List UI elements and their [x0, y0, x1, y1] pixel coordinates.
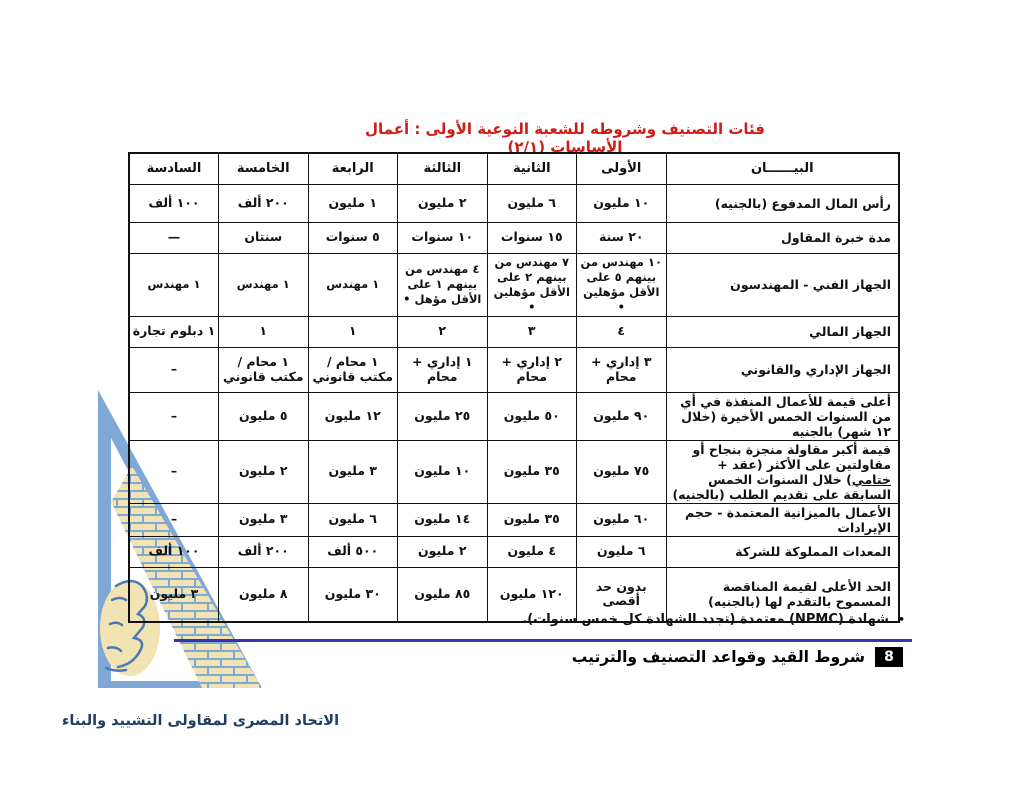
column-header-sixth: السادسة	[129, 153, 219, 184]
table-cell: ١ مهندس	[219, 253, 309, 316]
table-cell: ٨ مليون	[219, 567, 309, 622]
table-cell: ١٠ مهندس من بينهم ٥ على الأقل مؤهلين •	[577, 253, 667, 316]
table-cell: ١ مهندس	[129, 253, 219, 316]
table-row	[129, 222, 899, 253]
table-cell: ٤ مهندس من بينهم ١ على الأقل مؤهل •	[398, 253, 488, 316]
table-cell: ٥ سنوات	[308, 222, 398, 253]
table-cell: ٣ مليون	[219, 503, 309, 536]
row-label: الجهاز الإداري والقانوني	[666, 347, 899, 392]
table-cell: ٦ مليون	[577, 536, 667, 567]
column-header-fifth: الخامسة	[219, 153, 309, 184]
table-cell: ١ محام / مكتب قانوني	[308, 347, 398, 392]
column-header-statement: البيــــــان	[666, 153, 899, 184]
section-heading	[572, 647, 903, 667]
bullet-icon: •	[897, 613, 905, 626]
table-cell: ١٠ سنوات	[398, 222, 488, 253]
table-cell: ٣٠ مليون	[308, 567, 398, 622]
section-number-badge: 8	[875, 647, 903, 667]
row-label: مدة خبرة المقاول	[666, 222, 899, 253]
table-cell: ٣ مليون	[308, 440, 398, 503]
row-label-text: قيمة أكبر مقاولة منجزة بنجاح أو مقاولتين على الأكثر (عقد +	[692, 441, 891, 472]
table-cell: ٦ مليون	[487, 184, 577, 222]
table-cell: ١ مهندس	[308, 253, 398, 316]
table-cell: ٢ مليون	[219, 440, 309, 503]
table-cell: ١ إداري + محام	[398, 347, 488, 392]
table-cell: ١٢ مليون	[308, 392, 398, 440]
table-cell: –	[129, 392, 219, 440]
table-row	[129, 347, 899, 392]
row-label: المعدات المملوكة للشركة	[666, 536, 899, 567]
table-cell: –	[129, 503, 219, 536]
table-row	[129, 567, 899, 622]
table-cell: ٩٠ مليون	[577, 392, 667, 440]
table-cell: ٢٠ سنة	[577, 222, 667, 253]
section-title: شروط القيد وقواعد التصنيف والترتيب	[571, 648, 865, 666]
row-label: الأعمال بالميزانية المعتمدة - حجم الإيرادات	[666, 503, 899, 536]
table-cell: ١ دبلوم تجارة	[129, 316, 219, 347]
table-cell: ٧ مهندس من بينهم ٢ على الأقل مؤهلين •	[487, 253, 577, 316]
table-row	[129, 392, 899, 440]
footer-organization-name: الاتحاد المصرى لمقاولى التشييد والبناء	[62, 713, 340, 729]
table-cell: ١ محام / مكتب قانوني	[219, 347, 309, 392]
table-cell: بدون حد أقصى	[577, 567, 667, 622]
table-cell: ١٤ مليون	[398, 503, 488, 536]
table-cell: ٥٠ مليون	[487, 392, 577, 440]
table-cell: ١٢٠ مليون	[487, 567, 577, 622]
column-header-third: الثالثة	[398, 153, 488, 184]
table-cell: —	[129, 222, 219, 253]
row-label: الحد الأعلى لقيمة المناقصة المسموح بالتقدم لها (بالجنيه)	[666, 567, 899, 622]
page-title: فئات التصنيف وشروطه للشعبة النوعية الأولى : أعمال الأساسات (٢/١)	[365, 120, 765, 156]
column-header-first: الأولى	[577, 153, 667, 184]
table-cell: ٦ مليون	[308, 503, 398, 536]
table-cell: ١٥ سنوات	[487, 222, 577, 253]
row-label-text: ) خلال السنوات الخمس السابقة على تقديم الطلب (بالجنيه)	[672, 471, 891, 502]
table-cell: ٣٥ مليون	[487, 440, 577, 503]
row-label: أعلى قيمة للأعمال المنفذة في أي من السنوات الخمس الأخيرة (خلال ١٢ شهر) بالجنيه	[666, 392, 899, 440]
table-cell: ٥ مليون	[219, 392, 309, 440]
table-row	[129, 316, 899, 347]
footnote-text: شهادة (NPMC) معتمدة (تجدد الشهادة كل خمس سنوات).	[522, 612, 889, 627]
row-label-underlined: ختامي	[851, 471, 891, 487]
table-cell: ٢ مليون	[398, 536, 488, 567]
table-cell: ٧٥ مليون	[577, 440, 667, 503]
table-row	[129, 440, 899, 503]
table-cell: –	[129, 347, 219, 392]
table-cell: ٨٥ مليون	[398, 567, 488, 622]
table-cell: ٢٠٠ ألف	[219, 184, 309, 222]
table-cell: ٢	[398, 316, 488, 347]
column-header-fourth: الرابعة	[308, 153, 398, 184]
table-cell: ٤	[577, 316, 667, 347]
table-row	[129, 253, 899, 316]
row-label: الجهاز الفني - المهندسون	[666, 253, 899, 316]
table-cell: ١٠٠ ألف	[129, 536, 219, 567]
table-row	[129, 184, 899, 222]
table-row	[129, 536, 899, 567]
classification-table	[128, 152, 900, 623]
table-cell: ٣ مليون	[129, 567, 219, 622]
divider-rule	[174, 639, 912, 642]
table-cell: ١٠٠ ألف	[129, 184, 219, 222]
table-cell: ٥٠٠ ألف	[308, 536, 398, 567]
table-cell: ٢٠٠ ألف	[219, 536, 309, 567]
row-label	[666, 440, 899, 503]
table-cell: ١	[308, 316, 398, 347]
table-cell: ٤ مليون	[487, 536, 577, 567]
row-label: الجهاز المالي	[666, 316, 899, 347]
table-cell: –	[129, 440, 219, 503]
table-cell: ٢ مليون	[398, 184, 488, 222]
table-cell: ١ مليون	[308, 184, 398, 222]
column-header-second: الثانية	[487, 153, 577, 184]
table-cell: سنتان	[219, 222, 309, 253]
table-header-row	[129, 153, 899, 184]
table-cell: ٢ إداري + محام	[487, 347, 577, 392]
table-cell: ١	[219, 316, 309, 347]
table-cell: ٢٥ مليون	[398, 392, 488, 440]
table-cell: ٣٥ مليون	[487, 503, 577, 536]
table-cell: ٣ إداري + محام	[577, 347, 667, 392]
table-cell: ٣	[487, 316, 577, 347]
row-label: رأس المال المدفوع (بالجنيه)	[666, 184, 899, 222]
table-row	[129, 503, 899, 536]
table-cell: ١٠ مليون	[577, 184, 667, 222]
table-cell: ١٠ مليون	[398, 440, 488, 503]
table-cell: ٦٠ مليون	[577, 503, 667, 536]
